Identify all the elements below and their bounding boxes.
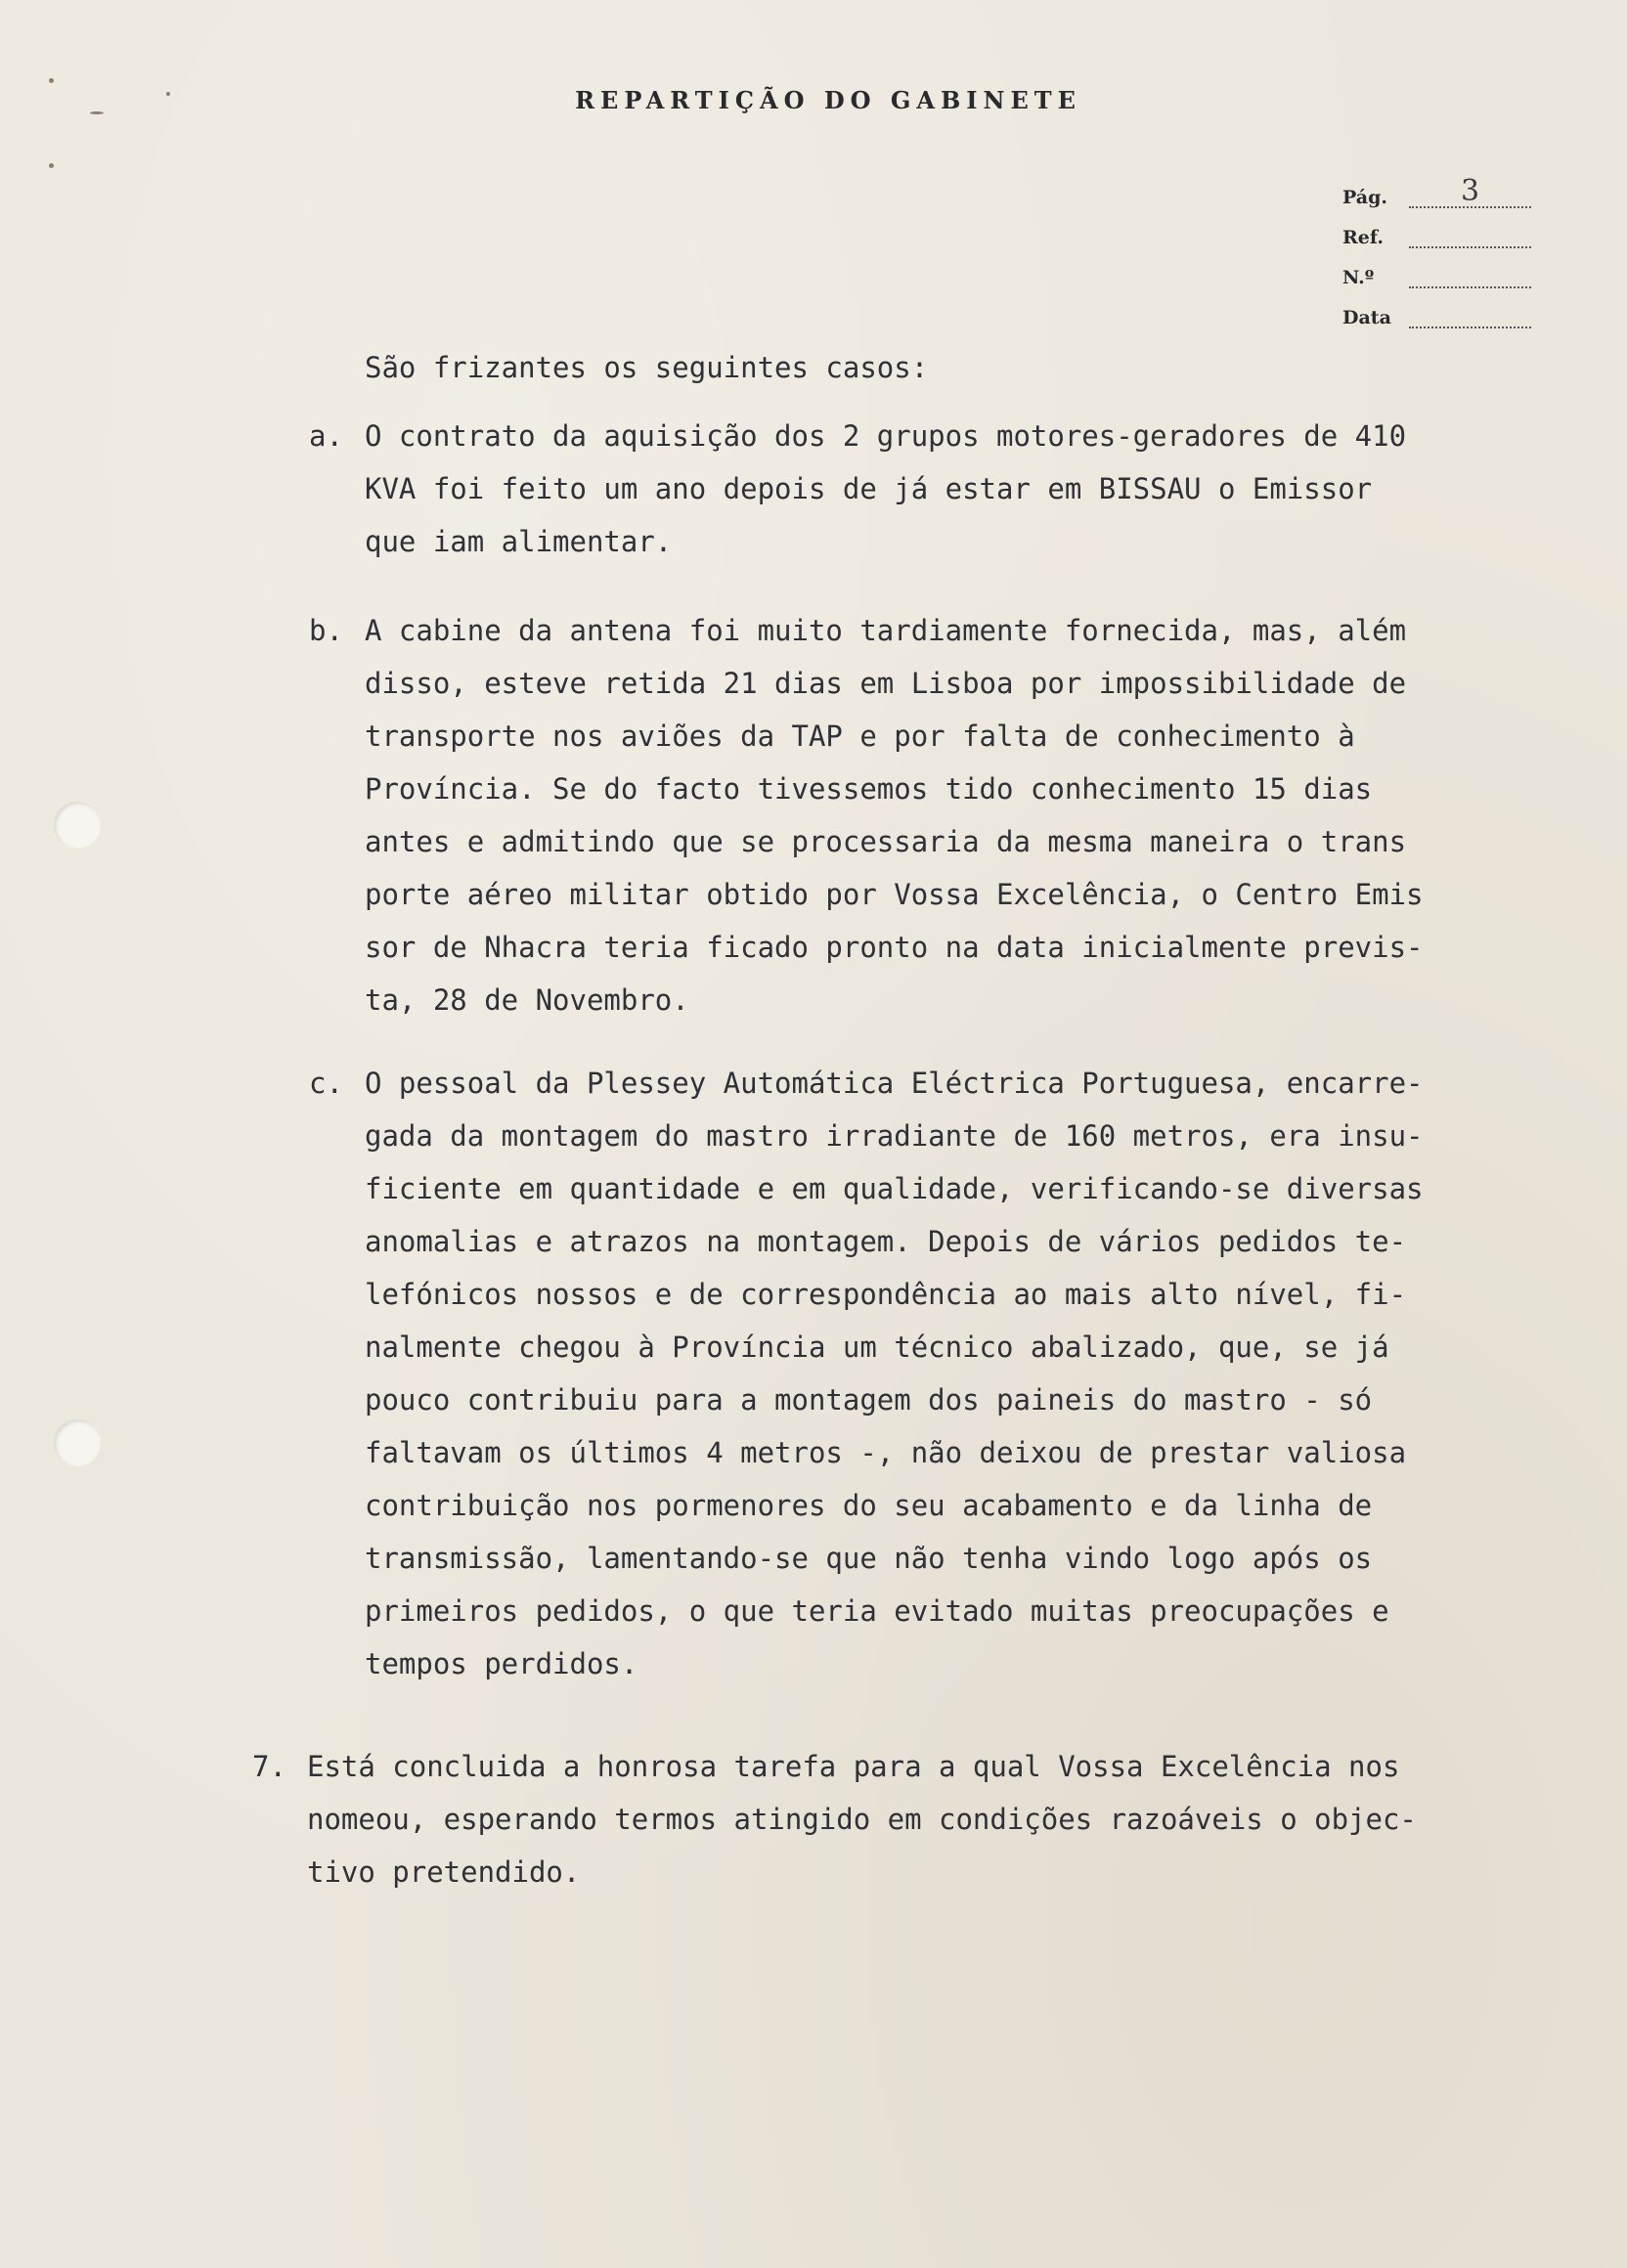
letterhead-title: REPARTIÇÃO DO GABINETE bbox=[575, 86, 1081, 114]
item-b-line: transporte nos aviões da TAP e por falta de conhecimento à bbox=[365, 720, 1355, 753]
item-a-marker: a. bbox=[309, 419, 343, 453]
item-b-line: antes e admitindo que se processaria da mesma maneira o trans bbox=[365, 825, 1407, 858]
item-b-marker: b. bbox=[309, 614, 343, 647]
reference-block bbox=[1342, 168, 1531, 328]
date-field bbox=[1342, 288, 1531, 328]
page-number-line bbox=[1409, 174, 1531, 208]
item-c-line: nalmente chegou à Província um técnico abalizado, que, se já bbox=[365, 1330, 1389, 1364]
item-b-line: disso, esteve retida 21 dias em Lisboa por impossibilidade de bbox=[365, 667, 1407, 700]
item-7-line: tivo pretendido. bbox=[307, 1855, 581, 1889]
paper-speck bbox=[49, 78, 54, 83]
reference-label: Ref. bbox=[1342, 227, 1384, 248]
item-c-line: transmissão, lamentando-se que não tenha vindo logo após os bbox=[365, 1542, 1373, 1575]
item-b-line: sor de Nhacra teria ficado pronto na data inicialmente previs- bbox=[365, 931, 1424, 964]
item-a-line: O contrato da aquisição dos 2 grupos motores-geradores de 410 bbox=[365, 419, 1407, 453]
item-a-line: que iam alimentar. bbox=[365, 525, 673, 558]
item-c-line: ficiente em quantidade e em qualidade, verificando-se diversas bbox=[365, 1172, 1424, 1205]
punch-hole-top bbox=[54, 802, 101, 849]
date-line bbox=[1409, 303, 1531, 328]
item-7-line: nomeou, esperando termos atingido em condições razoáveis o objec- bbox=[307, 1803, 1417, 1836]
item-b-line: porte aéreo militar obtido por Vossa Excelência, o Centro Emis bbox=[365, 878, 1424, 911]
item-c-line: lefónicos nossos e de correspondência ao mais alto nível, fi- bbox=[365, 1278, 1407, 1311]
number-field bbox=[1342, 248, 1531, 288]
item-a-line: KVA foi feito um ano depois de já estar em BISSAU o Emissor bbox=[365, 472, 1373, 505]
reference-field bbox=[1342, 208, 1531, 248]
item-b-line: Província. Se do facto tivessemos tido conhecimento 15 dias bbox=[365, 772, 1373, 806]
date-label: Data bbox=[1342, 307, 1391, 328]
page-number-field bbox=[1342, 168, 1531, 208]
item-c-marker: c. bbox=[309, 1067, 343, 1100]
punch-hole-bottom bbox=[54, 1419, 101, 1466]
item-c-line: contribuição nos pormenores do seu acabamento e da linha de bbox=[365, 1489, 1373, 1522]
page-number-value: 3 bbox=[1460, 174, 1480, 208]
item-c-line: anomalias e atrazos na montagem. Depois de vários pedidos te- bbox=[365, 1225, 1407, 1258]
item-c-line: tempos perdidos. bbox=[365, 1647, 638, 1680]
item-b-line: ta, 28 de Novembro. bbox=[365, 983, 689, 1017]
item-c-line: faltavam os últimos 4 metros -, não deixou de prestar valiosa bbox=[365, 1436, 1407, 1469]
number-line bbox=[1409, 263, 1531, 288]
reference-line bbox=[1409, 223, 1531, 248]
item-b-line: A cabine da antena foi muito tardiamente fornecida, mas, além bbox=[365, 614, 1407, 647]
intro-text: São frizantes os seguintes casos: bbox=[365, 351, 929, 384]
page-number-label: Pág. bbox=[1342, 187, 1387, 208]
item-c-line: gada da montagem do mastro irradiante de 160 metros, era insu- bbox=[365, 1119, 1424, 1153]
item-7-marker: 7. bbox=[252, 1750, 286, 1783]
number-label: N.º bbox=[1342, 267, 1375, 288]
item-c-line: primeiros pedidos, o que teria evitado muitas preocupações e bbox=[365, 1594, 1389, 1628]
item-c-line: pouco contribuiu para a montagem dos paineis do mastro - só bbox=[365, 1383, 1373, 1417]
item-7-line: Está concluida a honrosa tarefa para a qual Vossa Excelência nos bbox=[307, 1750, 1400, 1783]
paper-speck bbox=[49, 163, 54, 168]
item-c-line: O pessoal da Plessey Automática Eléctrica Portuguesa, encarre- bbox=[365, 1067, 1424, 1100]
